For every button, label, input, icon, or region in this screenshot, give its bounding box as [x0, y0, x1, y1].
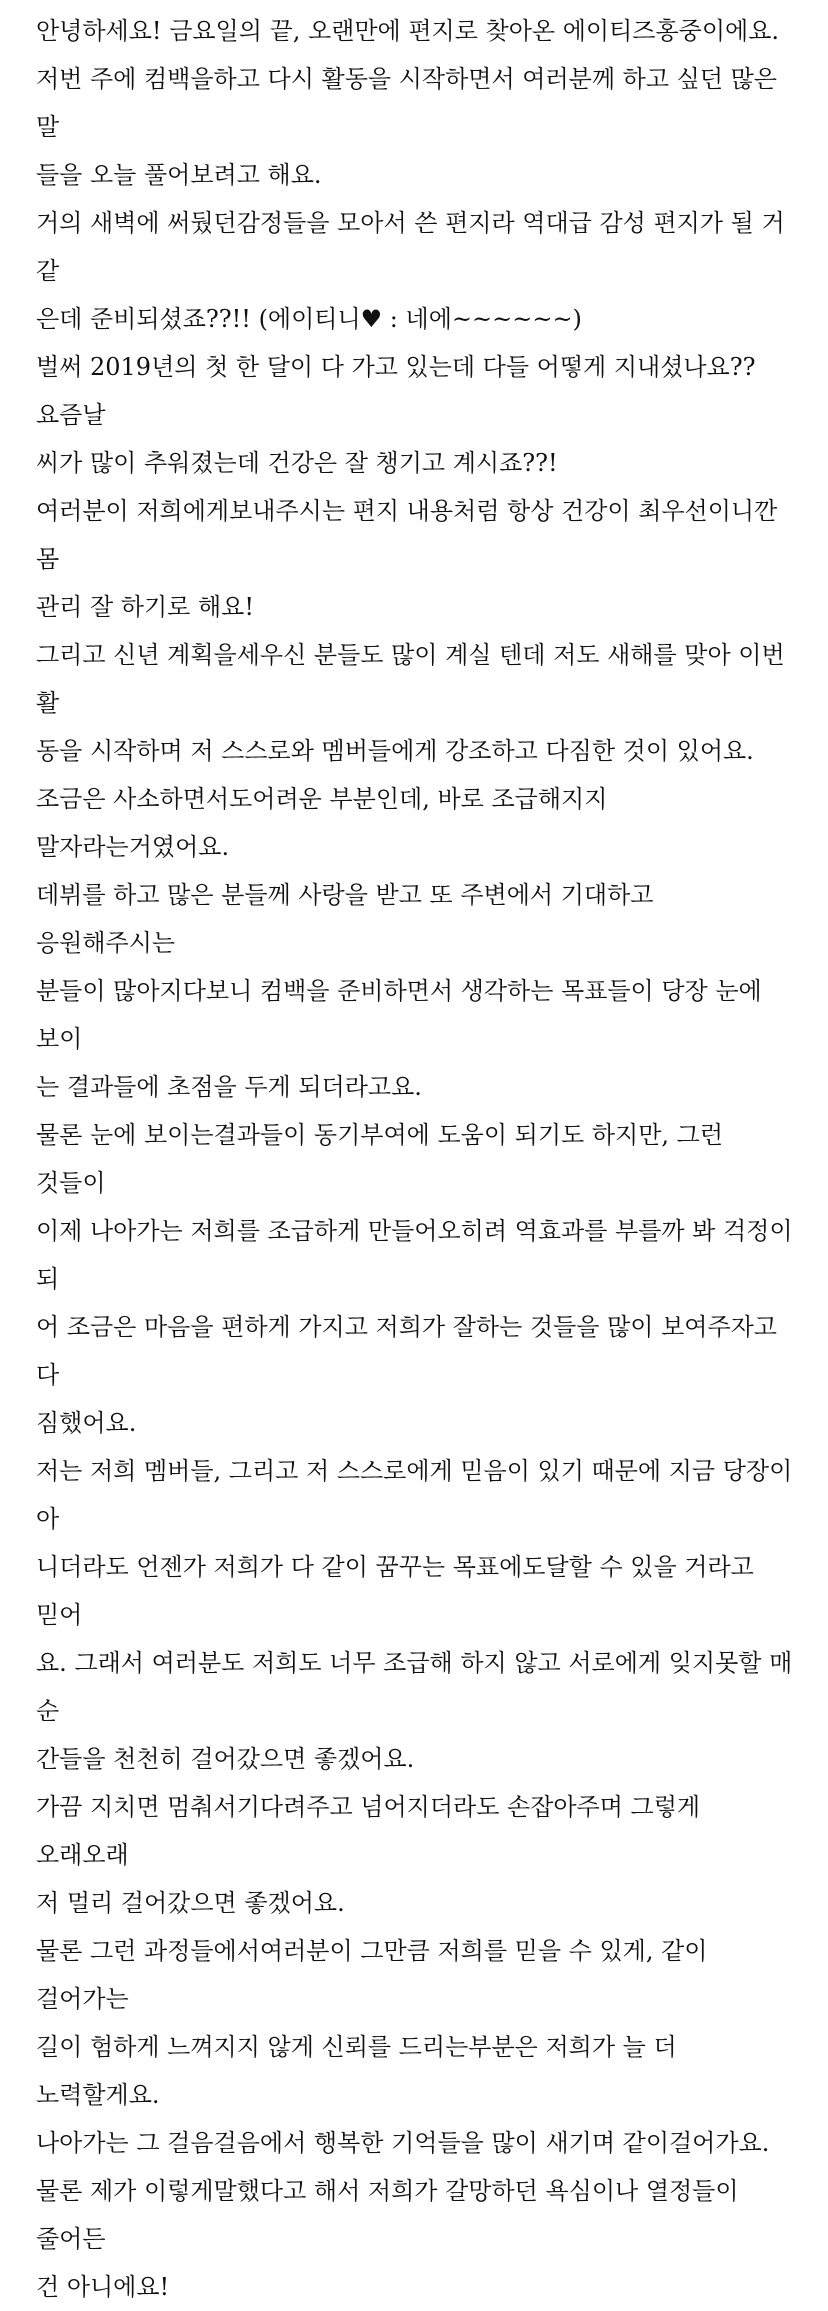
- paragraph-greeting: 안녕하세요! 금요일의 끝, 오랜만에 편지로 찾아온 에이티즈홍중이에요.: [36, 17, 780, 45]
- paragraph-new-year-health: 벌써 2019년의 첫 한 달이 다 가고 있는데 다들 어떻게 지내셨나요?? 요즘날 씨가 많이 추워졌는데 건강은 잘 챙기고 계시죠??!: [36, 353, 756, 477]
- paragraph-debut-goals: 데뷔를 하고 많은 분들께 사랑을 받고 또 주변에서 기대하고 응원해주시는 분들이 많아지다보니 컴백을 준비하면서 생각하는 목표들이 당장 눈에 보이 는 결과들에 초점을 두게 되더라고요.: [36, 881, 762, 1101]
- paragraph-health-first: 여러분이 저희에게보내주시는 편지 내용처럼 항상 건강이 최우선이니깐 몸 관리 잘 하기로 해요!: [36, 497, 778, 621]
- paragraph-comeback: 저번 주에 컴백을하고 다시 활동을 시작하면서 여러분께 하고 싶던 많은 말 들을 오늘 풀어보려고 해요.: [36, 65, 777, 189]
- paragraph-trust: 물론 그런 과정들에서여러분이 그만큼 저희를 믿을 수 있게, 같이 걸어가는 길이 험하게 느껴지지 않게 신뢰를 드리는부분은 저희가 늘 더 노력할게요.: [36, 1937, 708, 2109]
- paragraph-emotional-letter: 거의 새벽에 써뒀던감정들을 모아서 쓴 편지라 역대급 감성 편지가 될 거 같 은데 준비되셨죠??!! (에이티니♥ : 네에~~~~~~): [36, 209, 785, 333]
- paragraph-not-rushing: 조금은 사소하면서도어려운 부분인데, 바로 조급해지지 말자라는거였어요.: [36, 785, 616, 861]
- paragraph-new-year-plans: 그리고 신년 계획을세우신 분들도 많이 계실 텐데 저도 새해를 맞아 이번 활 동을 시작하며 저 스스로와 멤버들에게 강조하고 다짐한 것이 있어요.: [36, 641, 785, 765]
- paragraph-walk-together: 가끔 지치면 멈춰서기다려주고 넘어지더라도 손잡아주며 그렇게 오래오래 저 멀리 걸어갔으면 좋겠어요.: [36, 1793, 701, 1917]
- paragraph-passion: 물론 제가 이렇게말했다고 해서 저희가 갈망하던 욕심이나 열정들이 줄어든 건 아니에요!: [36, 2177, 739, 2301]
- paragraph-belief: 저는 저희 멤버들, 그리고 저 스스로에게 믿음이 있기 때문에 지금 당장이 아 니더라도 언젠가 저희가 다 같이 꿈꾸는 목표에도달할 수 있을 거라고 믿어 요. 그래서 여러분도 저희도 너무 조급해 하지 않고 서로에게 잊지못할 매 순 간들을 천천히 걸어갔으면 좋겠어요.: [36, 1457, 793, 1773]
- paragraph-happy-memories: 나아가는 그 걸음걸음에서 행복한 기억들을 많이 새기며 같이걸어가요.: [36, 2129, 770, 2157]
- paragraph-motivation: 물론 눈에 보이는결과들이 동기부여에 도움이 되기도 하지만, 그런 것들이 이제 나아가는 저희를 조급하게 만들어오히려 역효과를 부를까 봐 걱정이 되 어 조금은 마음을 편하게 가지고 저희가 잘하는 것들을 많이 보여주자고 다 짐했어요.: [36, 1121, 793, 1437]
